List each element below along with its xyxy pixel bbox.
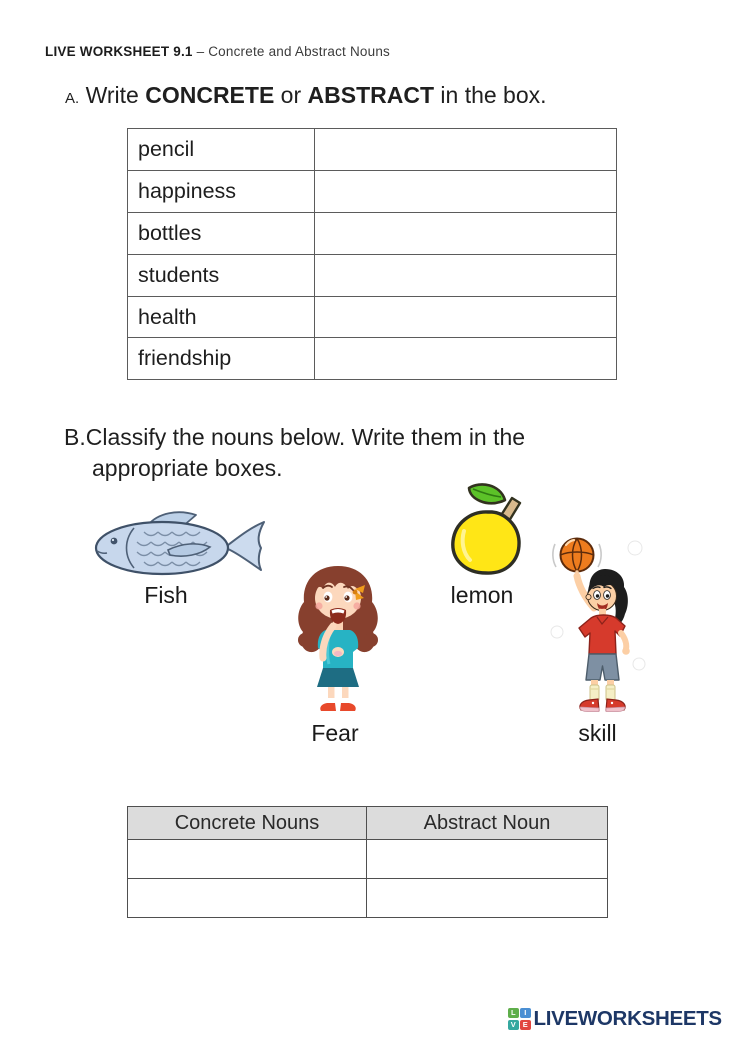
- abstract-answer-cell[interactable]: [367, 879, 608, 918]
- answer-cell[interactable]: [315, 338, 617, 380]
- logo-square-i: I: [520, 1008, 531, 1019]
- noun-word: pencil: [128, 129, 315, 171]
- section-a-heading: A. Write CONCRETE or ABSTRACT in the box.: [65, 82, 547, 108]
- fear-figure: [285, 560, 390, 720]
- concrete-nouns-header: Concrete Nouns: [128, 807, 367, 840]
- classification-table: [127, 806, 608, 918]
- table-row: [128, 254, 617, 296]
- worksheet-title: [45, 44, 390, 59]
- answer-cell[interactable]: [315, 170, 617, 212]
- table-row: [128, 129, 617, 171]
- table-row: [128, 296, 617, 338]
- fish-icon: [90, 508, 275, 584]
- abstract-answer-cell[interactable]: [367, 840, 608, 879]
- table-row: [128, 212, 617, 254]
- label-skill: skill: [578, 720, 617, 746]
- table-row: [128, 879, 608, 918]
- abstract-noun-header: Abstract Noun: [367, 807, 608, 840]
- lemon-figure: [443, 481, 538, 583]
- answer-cell[interactable]: [315, 212, 617, 254]
- table-row: [128, 338, 617, 380]
- lemon-icon: [443, 481, 538, 578]
- answer-cell[interactable]: [315, 254, 617, 296]
- section-b-letter: B.: [64, 424, 86, 450]
- noun-word: happiness: [128, 170, 315, 212]
- table-row: [128, 840, 608, 879]
- concrete-answer-cell[interactable]: [128, 840, 367, 879]
- liveworksheets-grid-icon: [508, 1008, 531, 1031]
- table-row: [128, 170, 617, 212]
- skill-figure: [547, 532, 649, 720]
- section-a-letter: A.: [65, 90, 80, 107]
- noun-table: [127, 128, 617, 380]
- worksheet-number: LIVE WORKSHEET 9.1: [45, 44, 193, 59]
- worksheet-subtitle: – Concrete and Abstract Nouns: [192, 44, 390, 59]
- logo-square-v: V: [508, 1020, 519, 1031]
- noun-word: bottles: [128, 212, 315, 254]
- logo-wordmark: LIVEWORKSHEETS: [533, 1007, 722, 1030]
- boy-basketball-icon: [547, 532, 649, 715]
- scared-girl-icon: [285, 560, 390, 715]
- concrete-answer-cell[interactable]: [128, 879, 367, 918]
- noun-word: students: [128, 254, 315, 296]
- noun-word: health: [128, 296, 315, 338]
- label-fish: Fish: [144, 582, 188, 608]
- logo-square-l: L: [508, 1008, 519, 1019]
- noun-word: friendship: [128, 338, 315, 380]
- table-header-row: [128, 807, 608, 840]
- label-lemon: lemon: [450, 582, 514, 608]
- liveworksheets-logo: [508, 1007, 722, 1031]
- section-b-heading: B.Classify the nouns below. Write them in the appropriate boxes.: [64, 424, 526, 481]
- logo-square-e: E: [520, 1020, 531, 1031]
- answer-cell[interactable]: [315, 296, 617, 338]
- fish-figure: [90, 508, 275, 589]
- label-fear: Fear: [311, 720, 359, 746]
- answer-cell[interactable]: [315, 129, 617, 171]
